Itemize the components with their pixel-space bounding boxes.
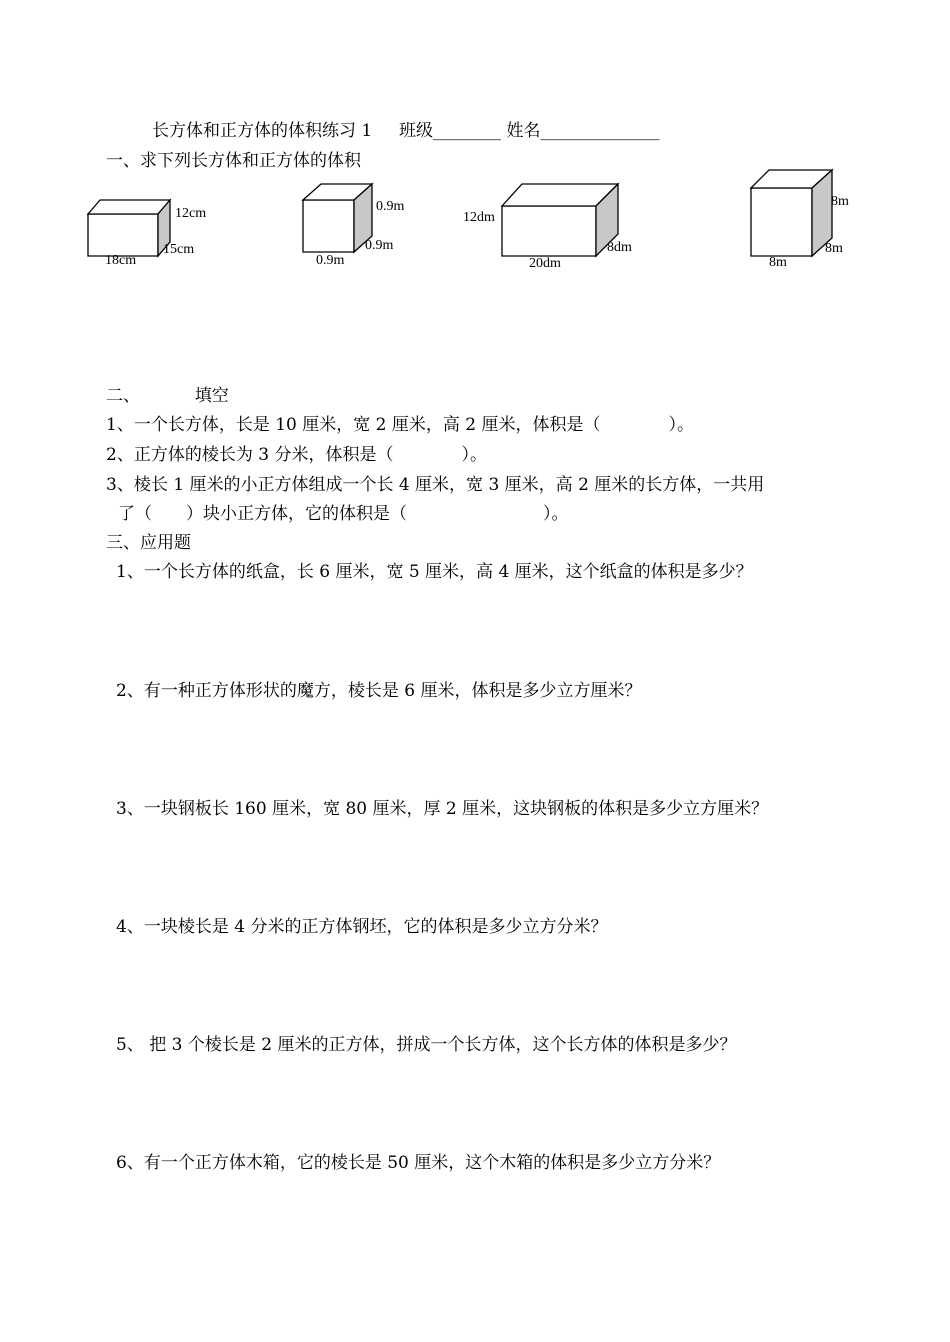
word-problem-1: 1、一个长方体的纸盒，长 6 厘米，宽 5 厘米，高 4 厘米，这个纸盒的体积是多少？ (116, 562, 753, 582)
figure2-length-label: 0.9m (316, 253, 345, 268)
figure4-length-label: 8m (769, 255, 787, 270)
worksheet-title: 长方体和正方体的体积练习 1 (152, 121, 373, 141)
section3-heading: 三、应用题 (106, 533, 191, 553)
fill-question-1: 1、一个长方体，长是 10 厘米，宽 2 厘米，高 2 厘米，体积是（ ）。 (106, 415, 695, 435)
fill-question-2: 2、正方体的棱长为 3 分米，体积是（ ）。 (106, 445, 487, 465)
fill-question-3-line2: 了（ ）块小正方体，它的体积是（ ）。 (118, 504, 569, 524)
figure1-length-label: 18cm (105, 253, 137, 268)
section2-heading (106, 381, 229, 406)
figure2-height-label: 0.9m (376, 199, 405, 214)
section2-title: 填空 (194, 386, 229, 406)
figure3-width-label: 8dm (607, 240, 632, 255)
figure-cube-4 (749, 168, 835, 258)
figure4-width-label: 8m (825, 241, 843, 256)
figure1-height-label: 12cm (175, 206, 207, 221)
figure4-height-label: 8m (831, 194, 849, 209)
title-line (152, 116, 659, 141)
fill-question-3-line1: 3、棱长 1 厘米的小正方体组成一个长 4 厘米，宽 3 厘米，高 2 厘米的长方体，一共用 (106, 475, 765, 495)
figure1-width-label: 15cm (163, 242, 195, 257)
figure3-height-label: 12dm (463, 210, 495, 225)
word-problem-3: 3、一块钢板长 160 厘米，宽 80 厘米，厚 2 厘米，这块钢板的体积是多少立方厘米？ (116, 799, 769, 819)
name-field[interactable]: 姓名______________ (506, 121, 660, 141)
section2-number: 二、 (106, 386, 140, 406)
word-problem-4: 4、一块棱长是 4 分米的正方体钢坯，它的体积是多少立方分米？ (116, 917, 608, 937)
word-problem-6: 6、有一个正方体木箱，它的棱长是 50 厘米，这个木箱的体积是多少立方分米？ (116, 1153, 721, 1173)
class-field[interactable]: 班级________ (399, 121, 502, 141)
section1-heading: 一、求下列长方体和正方体的体积 (106, 151, 361, 171)
figure-cuboid-3 (500, 182, 620, 258)
word-problem-5: 5、 把 3 个棱长是 2 厘米的正方体，拼成一个长方体，这个长方体的体积是多少？ (116, 1035, 737, 1055)
figure2-width-label: 0.9m (365, 238, 394, 253)
word-problem-2: 2、有一种正方体形状的魔方，棱长是 6 厘米，体积是多少立方厘米？ (116, 681, 642, 701)
figure3-length-label: 20dm (529, 256, 561, 271)
